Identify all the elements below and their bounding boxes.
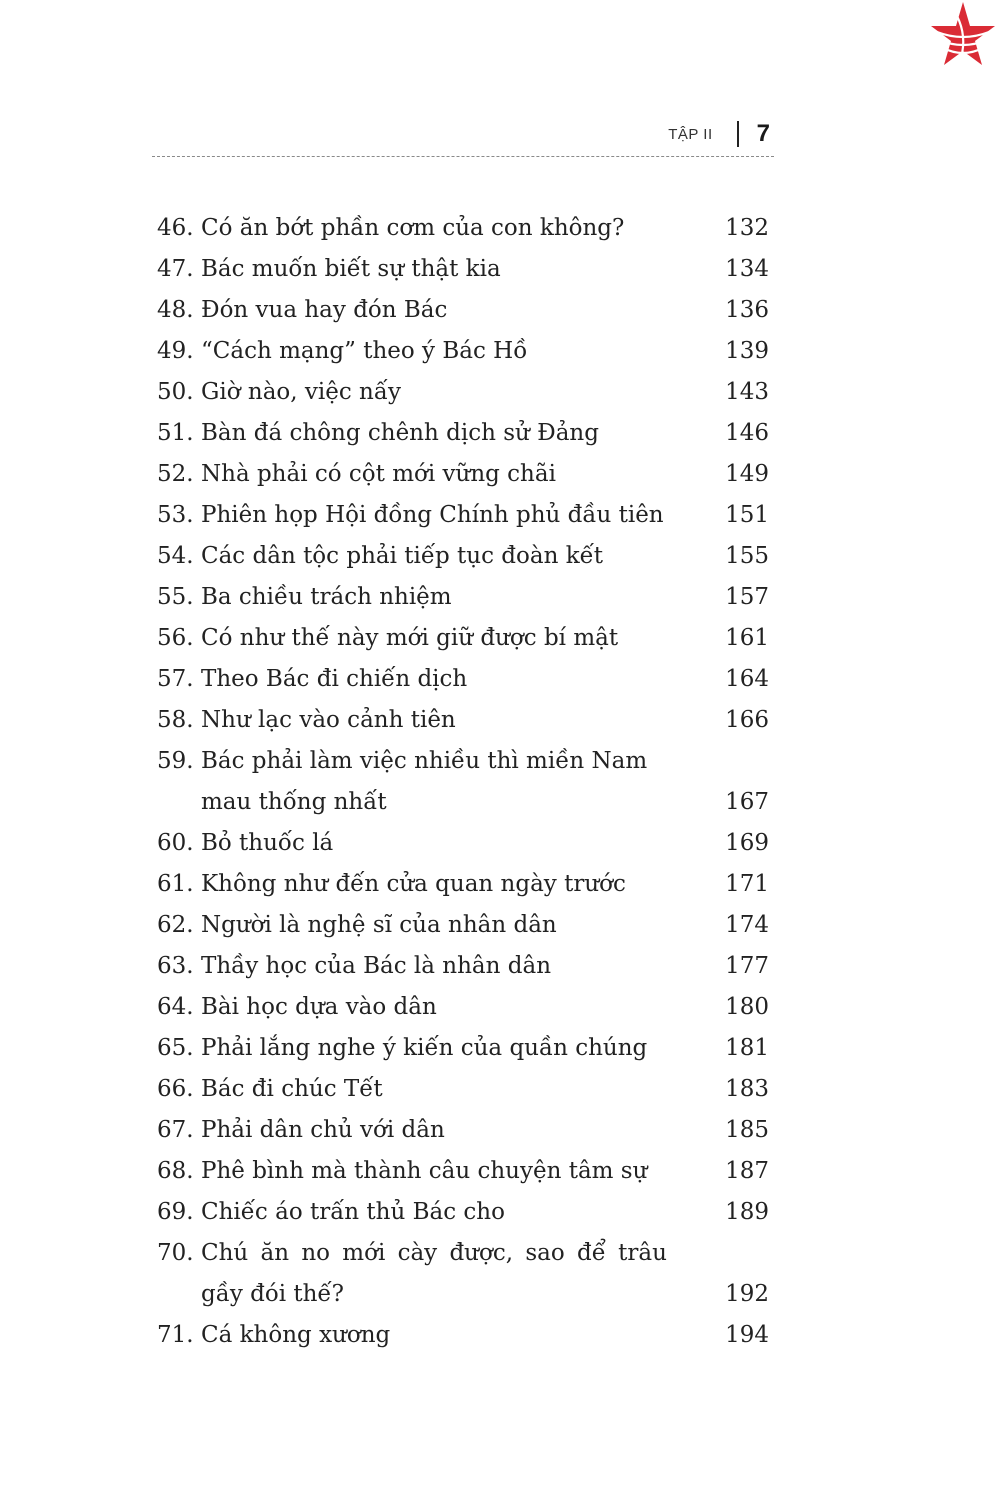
volume-label: TẬP II — [668, 125, 713, 143]
toc-entry-number: 59. — [157, 748, 194, 774]
toc-entry-text — [157, 1110, 667, 1151]
toc-entry-page: 169 — [725, 830, 769, 856]
toc-entry — [157, 331, 769, 372]
toc-entry — [157, 946, 769, 987]
toc-entry-page: 192 — [725, 1281, 769, 1307]
table-of-contents — [157, 208, 769, 1356]
toc-entry-number: 60. — [157, 830, 194, 856]
toc-entry-title: Bỏ thuốc lá — [201, 830, 334, 856]
toc-entry-title: Phải lắng nghe ý kiến của quần chúng — [201, 1035, 648, 1061]
toc-entry-number: 70. — [157, 1240, 194, 1266]
page-header — [152, 118, 774, 157]
toc-entry — [157, 1315, 769, 1356]
toc-entry-number: 47. — [157, 256, 194, 282]
toc-entry — [157, 577, 769, 618]
toc-entry — [157, 659, 769, 700]
toc-entry-title: Theo Bác đi chiến dịch — [201, 666, 468, 692]
toc-entry — [157, 1028, 769, 1069]
toc-entry-page: 161 — [725, 625, 769, 651]
toc-entry-page: 151 — [725, 502, 769, 528]
toc-entry-title-continuation: mau thống nhất — [201, 789, 387, 815]
toc-entry-first-line — [157, 1233, 667, 1274]
toc-entry — [157, 618, 769, 659]
toc-entry-title-word: được, — [449, 1240, 514, 1266]
toc-entry-first-line — [157, 1076, 383, 1102]
toc-entry-page: 132 — [725, 215, 769, 241]
toc-entry — [157, 905, 769, 946]
toc-entry-title: Ba chiều trách nhiệm — [201, 584, 452, 610]
toc-entry — [157, 823, 769, 864]
toc-entry-title-word: trâu — [618, 1240, 667, 1266]
toc-entry-text — [157, 700, 667, 741]
toc-entry-text — [157, 905, 667, 946]
toc-entry-first-line — [157, 830, 333, 856]
toc-entry-title: Chiếc áo trấn thủ Bác cho — [201, 1199, 505, 1225]
publisher-logo-icon — [926, 0, 1000, 72]
toc-entry-page: 177 — [725, 953, 769, 979]
toc-entry-page: 146 — [725, 420, 769, 446]
toc-entry-text — [157, 413, 667, 454]
toc-entry-number: 69. — [157, 1199, 194, 1225]
toc-entry-page: 139 — [725, 338, 769, 364]
toc-entry-title: Không như đến cửa quan ngày trước — [201, 871, 626, 897]
toc-entry-first-line — [157, 502, 664, 528]
toc-entry-title: Bác đi chúc Tết — [201, 1076, 383, 1102]
toc-entry-first-line — [157, 1322, 390, 1348]
toc-entry-title-word: để — [576, 1240, 606, 1266]
toc-entry-text — [157, 1151, 667, 1192]
toc-entry — [157, 208, 769, 249]
toc-entry-first-line — [157, 379, 401, 405]
toc-entry-page: 181 — [725, 1035, 769, 1061]
toc-entry-first-line — [157, 625, 618, 651]
toc-entry-title: Có như thế này mới giữ được bí mật — [201, 625, 619, 651]
toc-entry-first-line — [157, 1117, 445, 1143]
toc-entry-number: 65. — [157, 1035, 194, 1061]
toc-entry-text — [157, 1233, 667, 1315]
toc-entry-page: 157 — [725, 584, 769, 610]
toc-entry-page: 143 — [725, 379, 769, 405]
toc-entry-first-line — [157, 1199, 505, 1225]
toc-entry-number: 64. — [157, 994, 194, 1020]
toc-entry-page: 189 — [725, 1199, 769, 1225]
toc-entry — [157, 1069, 769, 1110]
toc-entry-text — [157, 1192, 667, 1233]
toc-entry-title: Bài học dựa vào dân — [201, 994, 437, 1020]
toc-entry-text — [157, 823, 667, 864]
toc-entry-number: 63. — [157, 953, 194, 979]
toc-entry — [157, 454, 769, 495]
toc-entry-text — [157, 1028, 667, 1069]
toc-entry-first-line — [157, 215, 624, 241]
toc-entry-page: 174 — [725, 912, 769, 938]
toc-entry-title: Bàn đá chông chênh dịch sử Đảng — [201, 420, 599, 446]
toc-entry-text — [157, 577, 667, 618]
toc-entry-first-line — [157, 748, 647, 774]
toc-entry — [157, 290, 769, 331]
toc-entry-page: 134 — [725, 256, 769, 282]
toc-entry-title: Cá không xương — [201, 1322, 391, 1348]
toc-entry-first-line — [157, 1035, 647, 1061]
toc-entry-number: 49. — [157, 338, 194, 364]
toc-entry-page: 171 — [725, 871, 769, 897]
toc-entry-first-line — [157, 256, 501, 282]
toc-entry-title-word: ăn — [260, 1240, 290, 1266]
toc-entry-first-line — [157, 871, 626, 897]
toc-entry-number: 48. — [157, 297, 194, 323]
toc-entry-text — [157, 1315, 667, 1356]
header-divider — [737, 121, 739, 147]
toc-entry-page: 183 — [725, 1076, 769, 1102]
toc-entry — [157, 536, 769, 577]
toc-entry — [157, 372, 769, 413]
toc-entry-text — [157, 946, 667, 987]
toc-entry — [157, 700, 769, 741]
toc-entry — [157, 1151, 769, 1192]
toc-entry-title: Bác muốn biết sự thật kia — [201, 256, 501, 282]
toc-entry-text — [157, 290, 667, 331]
toc-entry-text — [157, 1069, 667, 1110]
toc-entry-number: 51. — [157, 420, 194, 446]
toc-entry-first-line — [157, 1158, 647, 1184]
toc-entry-title: Có ăn bớt phần cơm của con không? — [201, 215, 625, 241]
toc-entry-text — [157, 495, 667, 536]
toc-entry-text — [157, 536, 667, 577]
toc-entry-text — [157, 659, 667, 700]
toc-entry-number: 46. — [157, 215, 194, 241]
toc-entry-title-word: cày — [397, 1240, 438, 1266]
toc-entry-page: 155 — [725, 543, 769, 569]
toc-entry-text — [157, 741, 667, 823]
toc-entry-page: 180 — [725, 994, 769, 1020]
toc-entry-number: 50. — [157, 379, 194, 405]
toc-entry — [157, 987, 769, 1028]
toc-entry-first-line — [157, 666, 467, 692]
toc-entry-first-line — [157, 953, 551, 979]
toc-entry-number: 53. — [157, 502, 194, 528]
toc-entry-first-line — [157, 543, 603, 569]
toc-entry-number: 71. — [157, 1322, 194, 1348]
toc-entry-number: 58. — [157, 707, 194, 733]
toc-entry-text — [157, 618, 667, 659]
toc-entry-title-word: sao — [525, 1240, 565, 1266]
toc-entry-text — [157, 864, 667, 905]
toc-entry-page: 194 — [725, 1322, 769, 1348]
toc-entry-first-line — [157, 338, 527, 364]
toc-entry — [157, 249, 769, 290]
toc-entry-text — [157, 331, 667, 372]
toc-entry-number: 66. — [157, 1076, 194, 1102]
toc-entry-page: 136 — [725, 297, 769, 323]
toc-entry-title — [201, 1233, 667, 1274]
toc-entry-number: 62. — [157, 912, 194, 938]
toc-entry-title: Người là nghệ sĩ của nhân dân — [201, 912, 557, 938]
toc-entry-number: 68. — [157, 1158, 194, 1184]
toc-entry-title: Giờ nào, việc nấy — [201, 379, 401, 405]
toc-entry-page: 187 — [725, 1158, 769, 1184]
toc-entry-title: Phiên họp Hội đồng Chính phủ đầu tiên — [201, 502, 664, 528]
toc-entry — [157, 1192, 769, 1233]
header-right — [668, 118, 770, 150]
toc-entry — [157, 741, 769, 823]
toc-entry-page: 149 — [725, 461, 769, 487]
toc-entry-title-word: no — [301, 1240, 330, 1266]
toc-entry — [157, 413, 769, 454]
toc-entry — [157, 1233, 769, 1315]
toc-entry-first-line — [157, 912, 557, 938]
toc-entry-number: 55. — [157, 584, 194, 610]
toc-entry-first-line — [157, 461, 556, 487]
toc-entry-title: “Cách mạng” theo ý Bác Hồ — [201, 338, 528, 364]
toc-entry-number: 67. — [157, 1117, 194, 1143]
toc-entry-title: Nhà phải có cột mới vững chãi — [201, 461, 556, 487]
toc-entry-page: 185 — [725, 1117, 769, 1143]
toc-entry-first-line — [157, 994, 437, 1020]
toc-entry-title: Phê bình mà thành câu chuyện tâm sự — [201, 1158, 648, 1184]
toc-entry-title: Các dân tộc phải tiếp tục đoàn kết — [201, 543, 604, 569]
toc-entry-page: 164 — [725, 666, 769, 692]
toc-entry — [157, 1110, 769, 1151]
toc-entry-first-line — [157, 420, 599, 446]
toc-entry-title: Như lạc vào cảnh tiên — [201, 707, 456, 733]
toc-entry-text — [157, 454, 667, 495]
toc-entry-text — [157, 208, 667, 249]
toc-entry-title: Đón vua hay đón Bác — [201, 297, 448, 323]
toc-entry-text — [157, 249, 667, 290]
toc-entry-title: Thầy học của Bác là nhân dân — [201, 953, 552, 979]
toc-entry-number: 57. — [157, 666, 194, 692]
toc-entry — [157, 864, 769, 905]
toc-entry-title: Phải dân chủ với dân — [201, 1117, 445, 1143]
toc-entry-number: 54. — [157, 543, 194, 569]
toc-entry-first-line — [157, 584, 452, 610]
toc-entry-page: 167 — [725, 789, 769, 815]
toc-entry-text — [157, 372, 667, 413]
toc-entry-title-continuation: gầy đói thế? — [201, 1281, 344, 1307]
toc-entry-title: Bác phải làm việc nhiều thì miền Nam — [201, 748, 648, 774]
toc-entry-title-word: mới — [342, 1240, 386, 1266]
toc-entry-number: 56. — [157, 625, 194, 651]
toc-entry — [157, 495, 769, 536]
toc-entry-first-line — [157, 297, 447, 323]
toc-entry-number: 61. — [157, 871, 194, 897]
toc-entry-title-word: Chú — [201, 1240, 249, 1266]
toc-entry-page: 166 — [725, 707, 769, 733]
page-number: 7 — [756, 120, 770, 147]
toc-entry-number: 52. — [157, 461, 194, 487]
toc-entry-text — [157, 987, 667, 1028]
toc-entry-first-line — [157, 707, 456, 733]
